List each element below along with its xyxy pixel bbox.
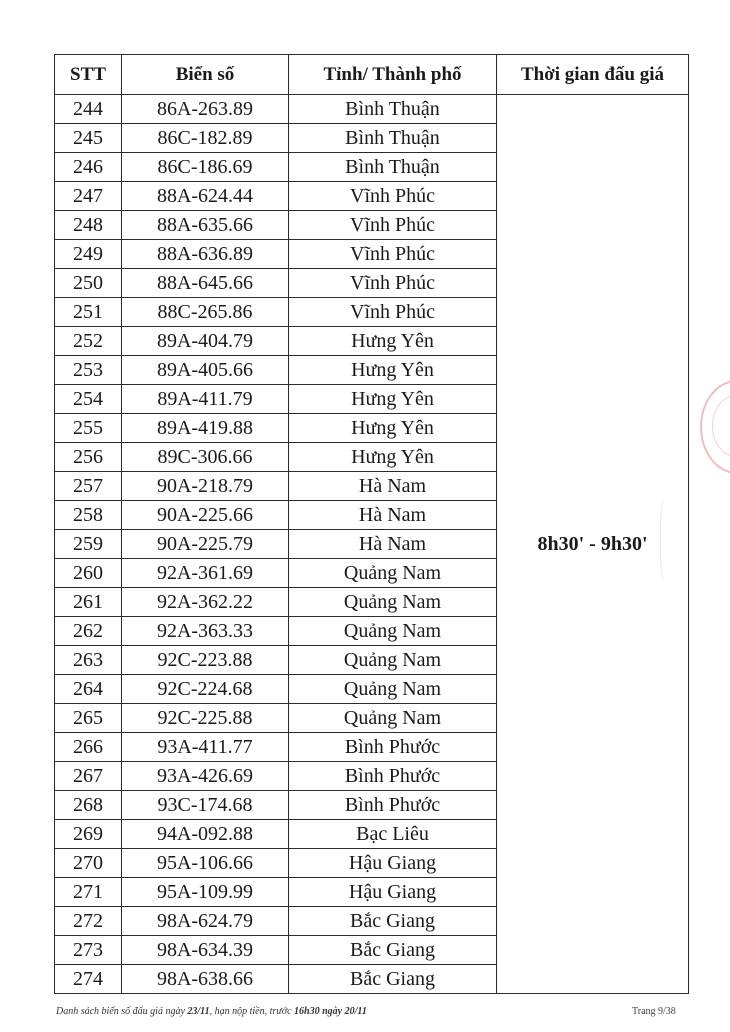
cell-province: Bình Thuận bbox=[289, 153, 497, 182]
cell-plate: 88A-635.66 bbox=[122, 211, 289, 240]
cell-stt: 266 bbox=[55, 733, 122, 762]
cell-plate: 86A-263.89 bbox=[122, 95, 289, 124]
cell-stt: 249 bbox=[55, 240, 122, 269]
cell-stt: 270 bbox=[55, 849, 122, 878]
footer-deadline: 16h30 ngày 20/11 bbox=[294, 1006, 367, 1017]
cell-plate: 89A-419.88 bbox=[122, 414, 289, 443]
cell-province: Bình Thuận bbox=[289, 95, 497, 124]
cell-province: Hà Nam bbox=[289, 472, 497, 501]
cell-province: Quảng Nam bbox=[289, 588, 497, 617]
cell-plate: 89A-405.66 bbox=[122, 356, 289, 385]
page-number: Trang 9/38 bbox=[632, 1006, 676, 1017]
cell-province: Quảng Nam bbox=[289, 704, 497, 733]
cell-province: Quảng Nam bbox=[289, 675, 497, 704]
cell-stt: 253 bbox=[55, 356, 122, 385]
footer-prefix: Danh sách biển số đấu giá ngày bbox=[56, 1006, 185, 1017]
cell-plate: 93A-411.77 bbox=[122, 733, 289, 762]
cell-stt: 268 bbox=[55, 791, 122, 820]
header-auction-time: Thời gian đấu giá bbox=[497, 55, 689, 95]
footer-auction-date: 23/11 bbox=[187, 1006, 210, 1017]
cell-province: Quảng Nam bbox=[289, 559, 497, 588]
cell-province: Quảng Nam bbox=[289, 646, 497, 675]
footer-note bbox=[56, 1006, 367, 1017]
cell-province: Vĩnh Phúc bbox=[289, 240, 497, 269]
cell-province: Bình Phước bbox=[289, 762, 497, 791]
cell-stt: 248 bbox=[55, 211, 122, 240]
cell-stt: 271 bbox=[55, 878, 122, 907]
cell-plate: 93C-174.68 bbox=[122, 791, 289, 820]
cell-stt: 262 bbox=[55, 617, 122, 646]
cell-stt: 269 bbox=[55, 820, 122, 849]
cell-plate: 90A-218.79 bbox=[122, 472, 289, 501]
cell-stt: 258 bbox=[55, 501, 122, 530]
header-plate: Biển số bbox=[122, 55, 289, 95]
cell-plate: 88C-265.86 bbox=[122, 298, 289, 327]
cell-stt: 274 bbox=[55, 965, 122, 994]
cell-stt: 245 bbox=[55, 124, 122, 153]
cell-province: Vĩnh Phúc bbox=[289, 298, 497, 327]
cell-province: Quảng Nam bbox=[289, 617, 497, 646]
cell-stt: 255 bbox=[55, 414, 122, 443]
cell-province: Hưng Yên bbox=[289, 385, 497, 414]
header-stt: STT bbox=[55, 55, 122, 95]
cell-auction-time: 8h30' - 9h30' bbox=[497, 95, 689, 994]
cell-plate: 86C-186.69 bbox=[122, 153, 289, 182]
cell-stt: 257 bbox=[55, 472, 122, 501]
cell-stt: 254 bbox=[55, 385, 122, 414]
cell-province: Hưng Yên bbox=[289, 414, 497, 443]
cell-stt: 250 bbox=[55, 269, 122, 298]
cell-province: Hưng Yên bbox=[289, 327, 497, 356]
cell-province: Hậu Giang bbox=[289, 878, 497, 907]
cell-plate: 89A-404.79 bbox=[122, 327, 289, 356]
cell-province: Vĩnh Phúc bbox=[289, 269, 497, 298]
cell-plate: 92C-223.88 bbox=[122, 646, 289, 675]
header-province: Tỉnh/ Thành phố bbox=[289, 55, 497, 95]
cell-province: Bắc Giang bbox=[289, 936, 497, 965]
cell-plate: 89C-306.66 bbox=[122, 443, 289, 472]
cell-province: Hưng Yên bbox=[289, 356, 497, 385]
cell-stt: 261 bbox=[55, 588, 122, 617]
cell-province: Bạc Liêu bbox=[289, 820, 497, 849]
cell-plate: 90A-225.66 bbox=[122, 501, 289, 530]
cell-province: Bắc Giang bbox=[289, 965, 497, 994]
cell-stt: 265 bbox=[55, 704, 122, 733]
cell-plate: 92A-362.22 bbox=[122, 588, 289, 617]
cell-plate: 94A-092.88 bbox=[122, 820, 289, 849]
cell-province: Hưng Yên bbox=[289, 443, 497, 472]
cell-province: Vĩnh Phúc bbox=[289, 211, 497, 240]
cell-province: Bắc Giang bbox=[289, 907, 497, 936]
cell-plate: 92A-361.69 bbox=[122, 559, 289, 588]
cell-plate: 98A-638.66 bbox=[122, 965, 289, 994]
cell-plate: 98A-624.79 bbox=[122, 907, 289, 936]
cell-province: Bình Thuận bbox=[289, 124, 497, 153]
cell-plate: 95A-109.99 bbox=[122, 878, 289, 907]
cell-plate: 88A-636.89 bbox=[122, 240, 289, 269]
cell-plate: 90A-225.79 bbox=[122, 530, 289, 559]
cell-stt: 244 bbox=[55, 95, 122, 124]
cell-province: Bình Phước bbox=[289, 791, 497, 820]
cell-province: Hà Nam bbox=[289, 530, 497, 559]
cell-plate: 88A-624.44 bbox=[122, 182, 289, 211]
cell-stt: 264 bbox=[55, 675, 122, 704]
cell-stt: 252 bbox=[55, 327, 122, 356]
signature-mark bbox=[660, 495, 675, 585]
cell-stt: 273 bbox=[55, 936, 122, 965]
cell-plate: 92A-363.33 bbox=[122, 617, 289, 646]
cell-province: Hậu Giang bbox=[289, 849, 497, 878]
cell-province: Bình Phước bbox=[289, 733, 497, 762]
cell-stt: 256 bbox=[55, 443, 122, 472]
cell-stt: 251 bbox=[55, 298, 122, 327]
cell-stt: 263 bbox=[55, 646, 122, 675]
cell-stt: 272 bbox=[55, 907, 122, 936]
license-plate-table bbox=[54, 54, 689, 994]
cell-stt: 246 bbox=[55, 153, 122, 182]
table-row bbox=[55, 95, 689, 124]
cell-province: Vĩnh Phúc bbox=[289, 182, 497, 211]
cell-province: Hà Nam bbox=[289, 501, 497, 530]
table-header-row bbox=[55, 55, 689, 95]
cell-plate: 89A-411.79 bbox=[122, 385, 289, 414]
cell-plate: 95A-106.66 bbox=[122, 849, 289, 878]
table-body bbox=[55, 95, 689, 994]
cell-plate: 98A-634.39 bbox=[122, 936, 289, 965]
cell-stt: 267 bbox=[55, 762, 122, 791]
footer-middle: , hạn nộp tiền, trước bbox=[209, 1006, 292, 1017]
cell-stt: 259 bbox=[55, 530, 122, 559]
cell-plate: 86C-182.89 bbox=[122, 124, 289, 153]
cell-plate: 88A-645.66 bbox=[122, 269, 289, 298]
cell-stt: 247 bbox=[55, 182, 122, 211]
cell-stt: 260 bbox=[55, 559, 122, 588]
cell-plate: 93A-426.69 bbox=[122, 762, 289, 791]
cell-plate: 92C-224.68 bbox=[122, 675, 289, 704]
cell-plate: 92C-225.88 bbox=[122, 704, 289, 733]
